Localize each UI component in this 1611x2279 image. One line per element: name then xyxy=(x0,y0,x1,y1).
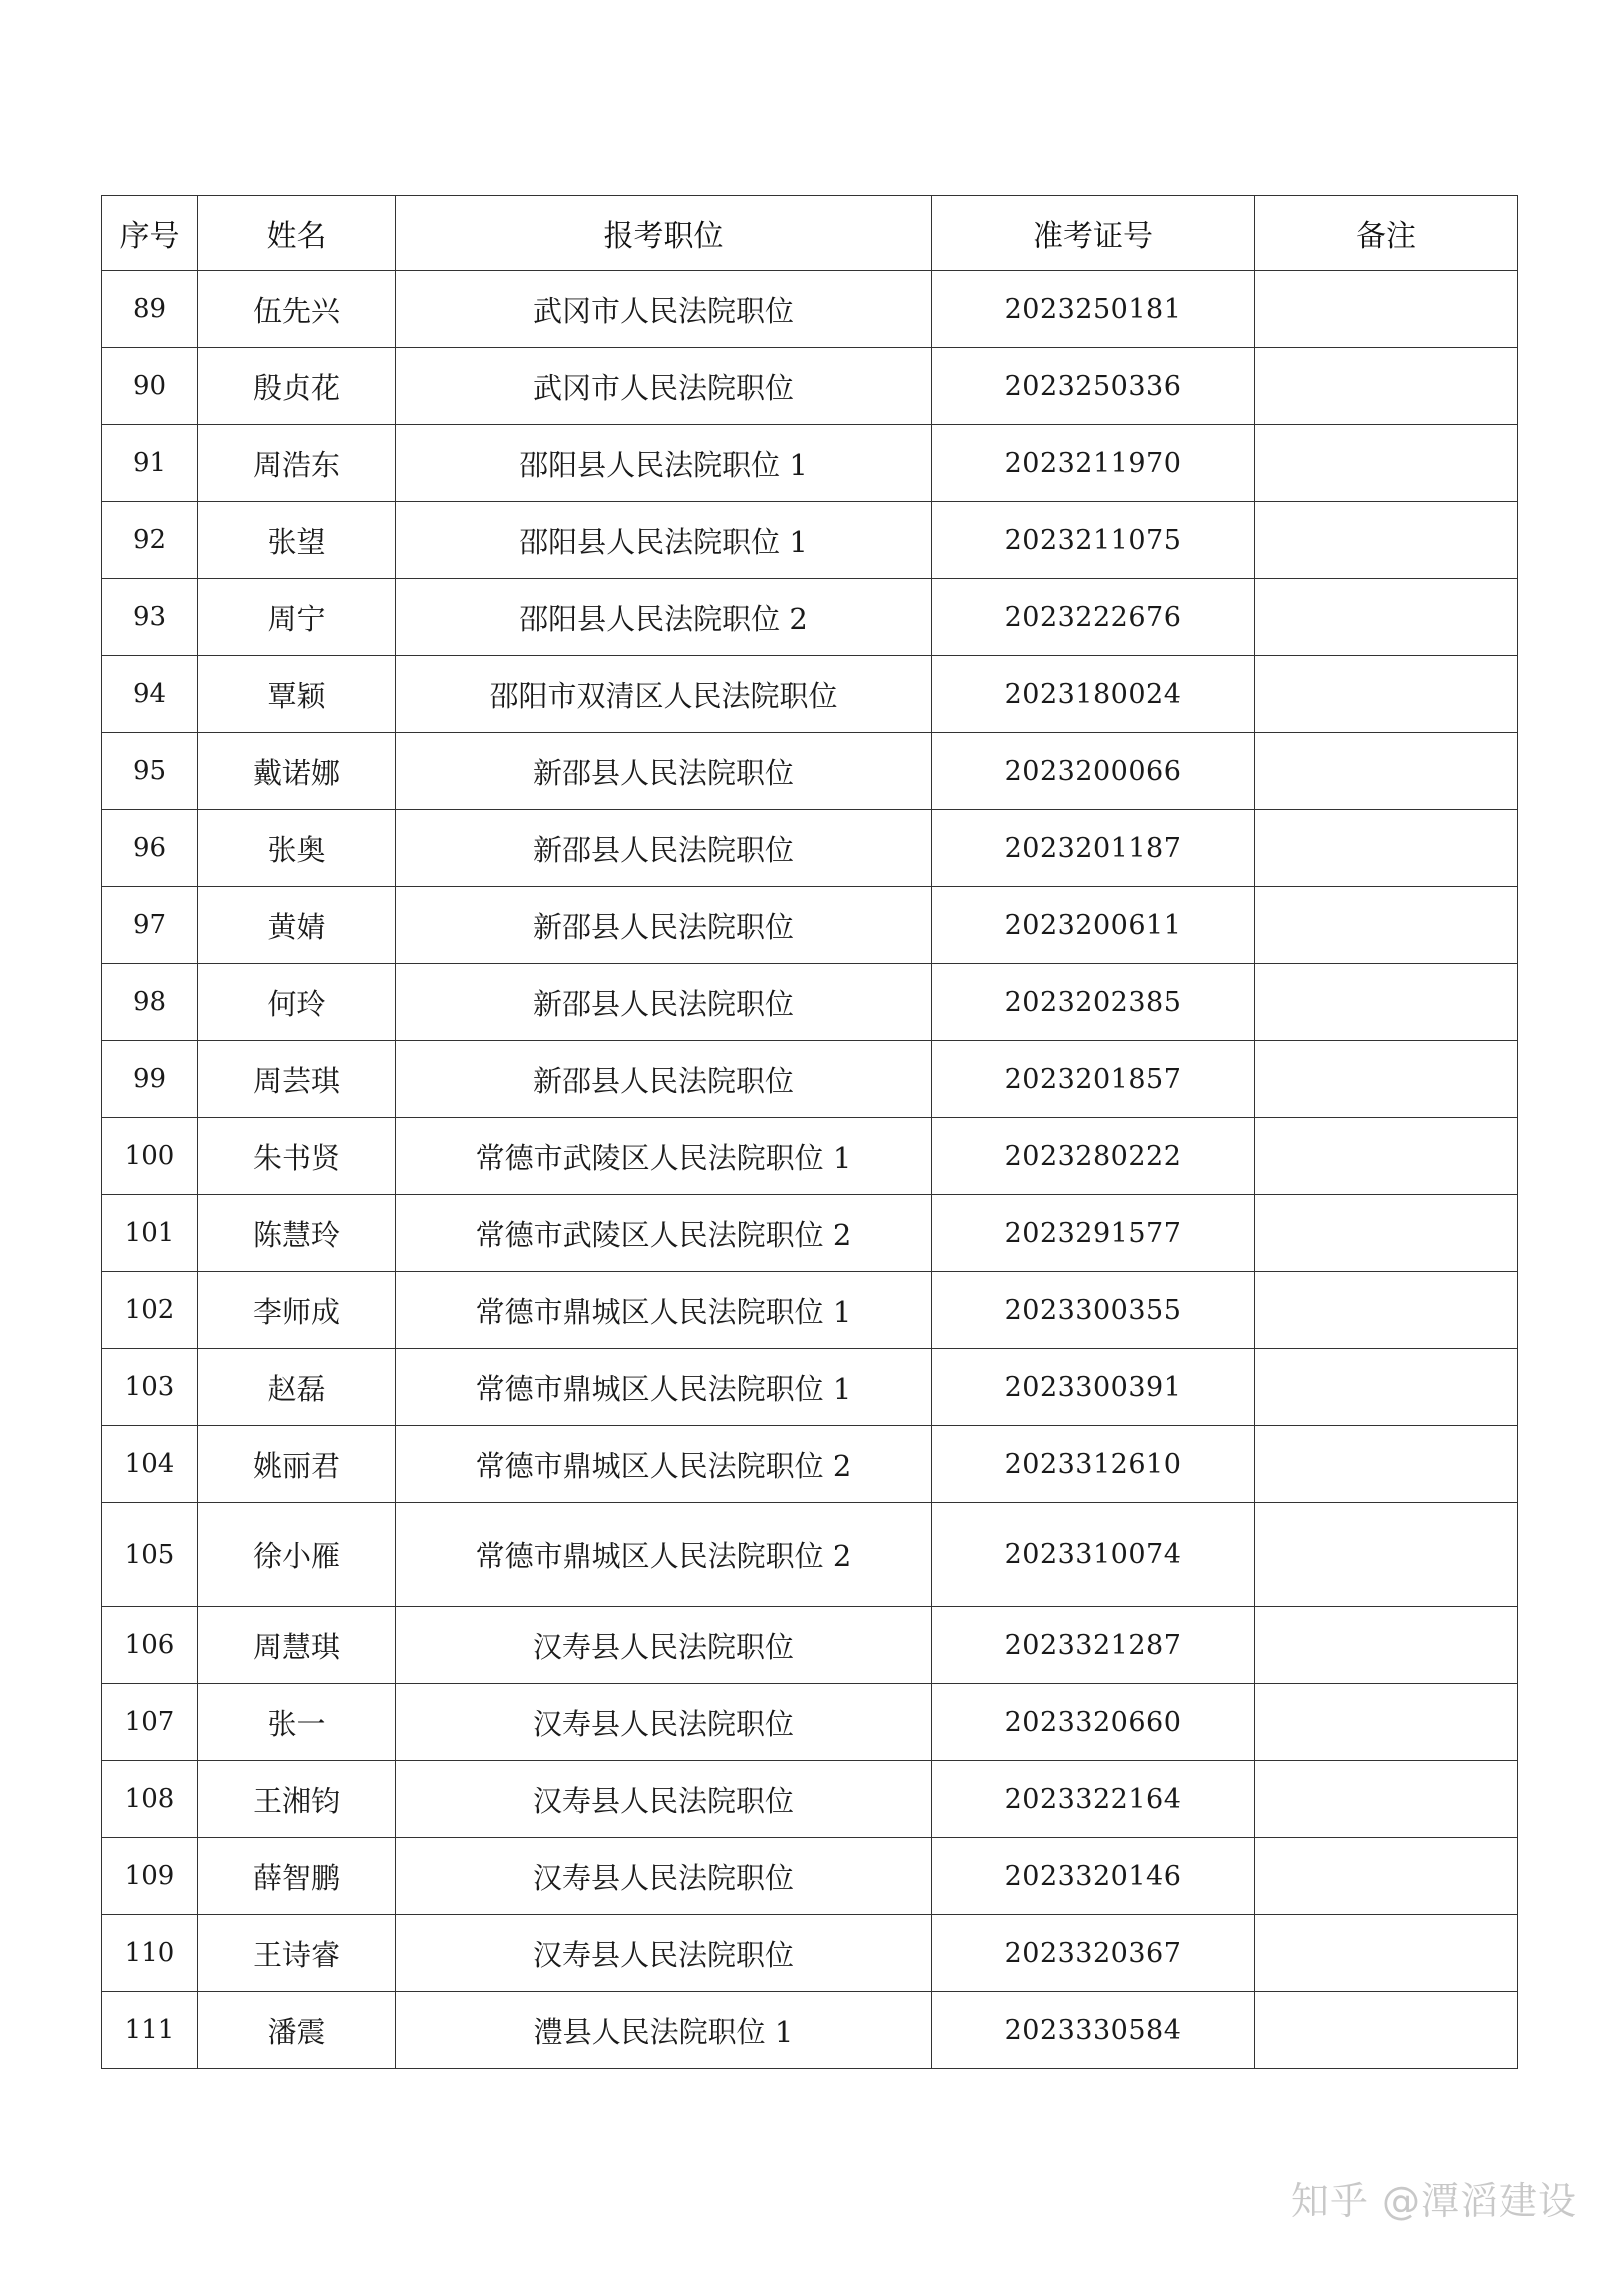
cell-remarks xyxy=(1255,425,1518,502)
cell-name: 张一 xyxy=(198,1684,396,1761)
cell-name: 覃颖 xyxy=(198,656,396,733)
cell-serial-number: 104 xyxy=(102,1426,198,1503)
cell-position: 武冈市人民法院职位 xyxy=(396,348,932,425)
cell-serial-number: 110 xyxy=(102,1915,198,1992)
cell-exam-id: 2023300391 xyxy=(932,1349,1255,1426)
cell-name: 黄婧 xyxy=(198,887,396,964)
cell-position: 汉寿县人民法院职位 xyxy=(396,1915,932,1992)
cell-exam-id: 2023200611 xyxy=(932,887,1255,964)
cell-serial-number: 98 xyxy=(102,964,198,1041)
cell-name: 王湘钧 xyxy=(198,1761,396,1838)
table-body xyxy=(102,271,1518,2069)
cell-serial-number: 109 xyxy=(102,1838,198,1915)
cell-exam-id: 2023201187 xyxy=(932,810,1255,887)
cell-remarks xyxy=(1255,1118,1518,1195)
cell-exam-id: 2023201857 xyxy=(932,1041,1255,1118)
cell-exam-id: 2023250181 xyxy=(932,271,1255,348)
cell-exam-id: 2023202385 xyxy=(932,964,1255,1041)
cell-remarks xyxy=(1255,887,1518,964)
cell-position: 新邵县人民法院职位 xyxy=(396,733,932,810)
table-header xyxy=(102,196,1518,271)
cell-remarks xyxy=(1255,1426,1518,1503)
cell-name: 伍先兴 xyxy=(198,271,396,348)
cell-name: 王诗睿 xyxy=(198,1915,396,1992)
table-row xyxy=(102,1118,1518,1195)
cell-remarks xyxy=(1255,1272,1518,1349)
cell-serial-number: 92 xyxy=(102,502,198,579)
header-remarks: 备注 xyxy=(1255,196,1518,271)
cell-name: 张奥 xyxy=(198,810,396,887)
cell-name: 潘震 xyxy=(198,1992,396,2069)
cell-remarks xyxy=(1255,1761,1518,1838)
cell-serial-number: 91 xyxy=(102,425,198,502)
cell-remarks xyxy=(1255,1349,1518,1426)
cell-name: 陈慧玲 xyxy=(198,1195,396,1272)
cell-name: 戴诺娜 xyxy=(198,733,396,810)
cell-remarks xyxy=(1255,656,1518,733)
cell-remarks xyxy=(1255,733,1518,810)
cell-name: 周浩东 xyxy=(198,425,396,502)
cell-exam-id: 2023280222 xyxy=(932,1118,1255,1195)
cell-exam-id: 2023320367 xyxy=(932,1915,1255,1992)
table-row xyxy=(102,1761,1518,1838)
cell-exam-id: 2023300355 xyxy=(932,1272,1255,1349)
cell-position: 武冈市人民法院职位 xyxy=(396,271,932,348)
cell-position: 常德市鼎城区人民法院职位 1 xyxy=(396,1349,932,1426)
cell-remarks xyxy=(1255,502,1518,579)
cell-serial-number: 93 xyxy=(102,579,198,656)
cell-remarks xyxy=(1255,964,1518,1041)
cell-serial-number: 99 xyxy=(102,1041,198,1118)
cell-serial-number: 106 xyxy=(102,1607,198,1684)
cell-remarks xyxy=(1255,810,1518,887)
cell-name: 姚丽君 xyxy=(198,1426,396,1503)
cell-exam-id: 2023211970 xyxy=(932,425,1255,502)
cell-exam-id: 2023211075 xyxy=(932,502,1255,579)
table-row xyxy=(102,1838,1518,1915)
table-row xyxy=(102,1684,1518,1761)
cell-serial-number: 108 xyxy=(102,1761,198,1838)
table-row xyxy=(102,1272,1518,1349)
table-row xyxy=(102,964,1518,1041)
cell-remarks xyxy=(1255,348,1518,425)
cell-exam-id: 2023310074 xyxy=(932,1503,1255,1607)
cell-exam-id: 2023320146 xyxy=(932,1838,1255,1915)
cell-position: 新邵县人民法院职位 xyxy=(396,964,932,1041)
table-row xyxy=(102,1195,1518,1272)
cell-exam-id: 2023180024 xyxy=(932,656,1255,733)
cell-remarks xyxy=(1255,1041,1518,1118)
cell-remarks xyxy=(1255,1195,1518,1272)
table-row xyxy=(102,425,1518,502)
cell-exam-id: 2023250336 xyxy=(932,348,1255,425)
table-row xyxy=(102,1426,1518,1503)
cell-name: 赵磊 xyxy=(198,1349,396,1426)
table-row xyxy=(102,887,1518,964)
zhihu-watermark: 知乎 @潭滔建设 xyxy=(1290,2179,1577,2223)
header-name: 姓名 xyxy=(198,196,396,271)
cell-serial-number: 89 xyxy=(102,271,198,348)
cell-serial-number: 103 xyxy=(102,1349,198,1426)
cell-name: 周芸琪 xyxy=(198,1041,396,1118)
table-row xyxy=(102,348,1518,425)
cell-serial-number: 94 xyxy=(102,656,198,733)
cell-serial-number: 101 xyxy=(102,1195,198,1272)
cell-remarks xyxy=(1255,579,1518,656)
cell-serial-number: 96 xyxy=(102,810,198,887)
cell-position: 邵阳市双清区人民法院职位 xyxy=(396,656,932,733)
table-row xyxy=(102,1607,1518,1684)
cell-position: 汉寿县人民法院职位 xyxy=(396,1838,932,1915)
cell-name: 张望 xyxy=(198,502,396,579)
cell-serial-number: 111 xyxy=(102,1992,198,2069)
table-row xyxy=(102,1992,1518,2069)
cell-exam-id: 2023321287 xyxy=(932,1607,1255,1684)
table-row xyxy=(102,502,1518,579)
table-row xyxy=(102,271,1518,348)
cell-position: 新邵县人民法院职位 xyxy=(396,887,932,964)
table-row xyxy=(102,1503,1518,1607)
cell-serial-number: 97 xyxy=(102,887,198,964)
cell-position: 新邵县人民法院职位 xyxy=(396,810,932,887)
cell-serial-number: 105 xyxy=(102,1503,198,1607)
cell-position: 邵阳县人民法院职位 1 xyxy=(396,502,932,579)
cell-position: 常德市鼎城区人民法院职位 1 xyxy=(396,1272,932,1349)
cell-name: 薛智鹏 xyxy=(198,1838,396,1915)
cell-position: 邵阳县人民法院职位 2 xyxy=(396,579,932,656)
cell-serial-number: 90 xyxy=(102,348,198,425)
cell-position: 常德市鼎城区人民法院职位 2 xyxy=(396,1503,932,1607)
header-row xyxy=(102,196,1518,271)
cell-name: 殷贞花 xyxy=(198,348,396,425)
cell-exam-id: 2023312610 xyxy=(932,1426,1255,1503)
table-row xyxy=(102,579,1518,656)
cell-remarks xyxy=(1255,1992,1518,2069)
cell-exam-id: 2023322164 xyxy=(932,1761,1255,1838)
cell-name: 李师成 xyxy=(198,1272,396,1349)
cell-remarks xyxy=(1255,1503,1518,1607)
table-row xyxy=(102,1915,1518,1992)
table-row xyxy=(102,733,1518,810)
cell-position: 常德市武陵区人民法院职位 2 xyxy=(396,1195,932,1272)
cell-serial-number: 102 xyxy=(102,1272,198,1349)
cell-remarks xyxy=(1255,1838,1518,1915)
table-row xyxy=(102,1349,1518,1426)
cell-remarks xyxy=(1255,271,1518,348)
cell-name: 何玲 xyxy=(198,964,396,1041)
table-row xyxy=(102,810,1518,887)
candidate-table xyxy=(101,195,1518,2069)
candidate-list-sheet xyxy=(101,195,1517,2069)
cell-exam-id: 2023222676 xyxy=(932,579,1255,656)
cell-exam-id: 2023291577 xyxy=(932,1195,1255,1272)
cell-position: 常德市鼎城区人民法院职位 2 xyxy=(396,1426,932,1503)
cell-exam-id: 2023330584 xyxy=(932,1992,1255,2069)
cell-position: 常德市武陵区人民法院职位 1 xyxy=(396,1118,932,1195)
cell-name: 周宁 xyxy=(198,579,396,656)
cell-position: 新邵县人民法院职位 xyxy=(396,1041,932,1118)
table-row xyxy=(102,656,1518,733)
cell-position: 汉寿县人民法院职位 xyxy=(396,1684,932,1761)
header-serial-number: 序号 xyxy=(102,196,198,271)
cell-position: 澧县人民法院职位 1 xyxy=(396,1992,932,2069)
cell-remarks xyxy=(1255,1684,1518,1761)
header-position: 报考职位 xyxy=(396,196,932,271)
cell-remarks xyxy=(1255,1915,1518,1992)
cell-exam-id: 2023200066 xyxy=(932,733,1255,810)
table-row xyxy=(102,1041,1518,1118)
cell-position: 汉寿县人民法院职位 xyxy=(396,1607,932,1684)
cell-serial-number: 100 xyxy=(102,1118,198,1195)
header-exam-id: 准考证号 xyxy=(932,196,1255,271)
cell-remarks xyxy=(1255,1607,1518,1684)
cell-name: 徐小雁 xyxy=(198,1503,396,1607)
cell-exam-id: 2023320660 xyxy=(932,1684,1255,1761)
cell-position: 汉寿县人民法院职位 xyxy=(396,1761,932,1838)
cell-name: 周慧琪 xyxy=(198,1607,396,1684)
cell-serial-number: 107 xyxy=(102,1684,198,1761)
cell-serial-number: 95 xyxy=(102,733,198,810)
cell-name: 朱书贤 xyxy=(198,1118,396,1195)
cell-position: 邵阳县人民法院职位 1 xyxy=(396,425,932,502)
